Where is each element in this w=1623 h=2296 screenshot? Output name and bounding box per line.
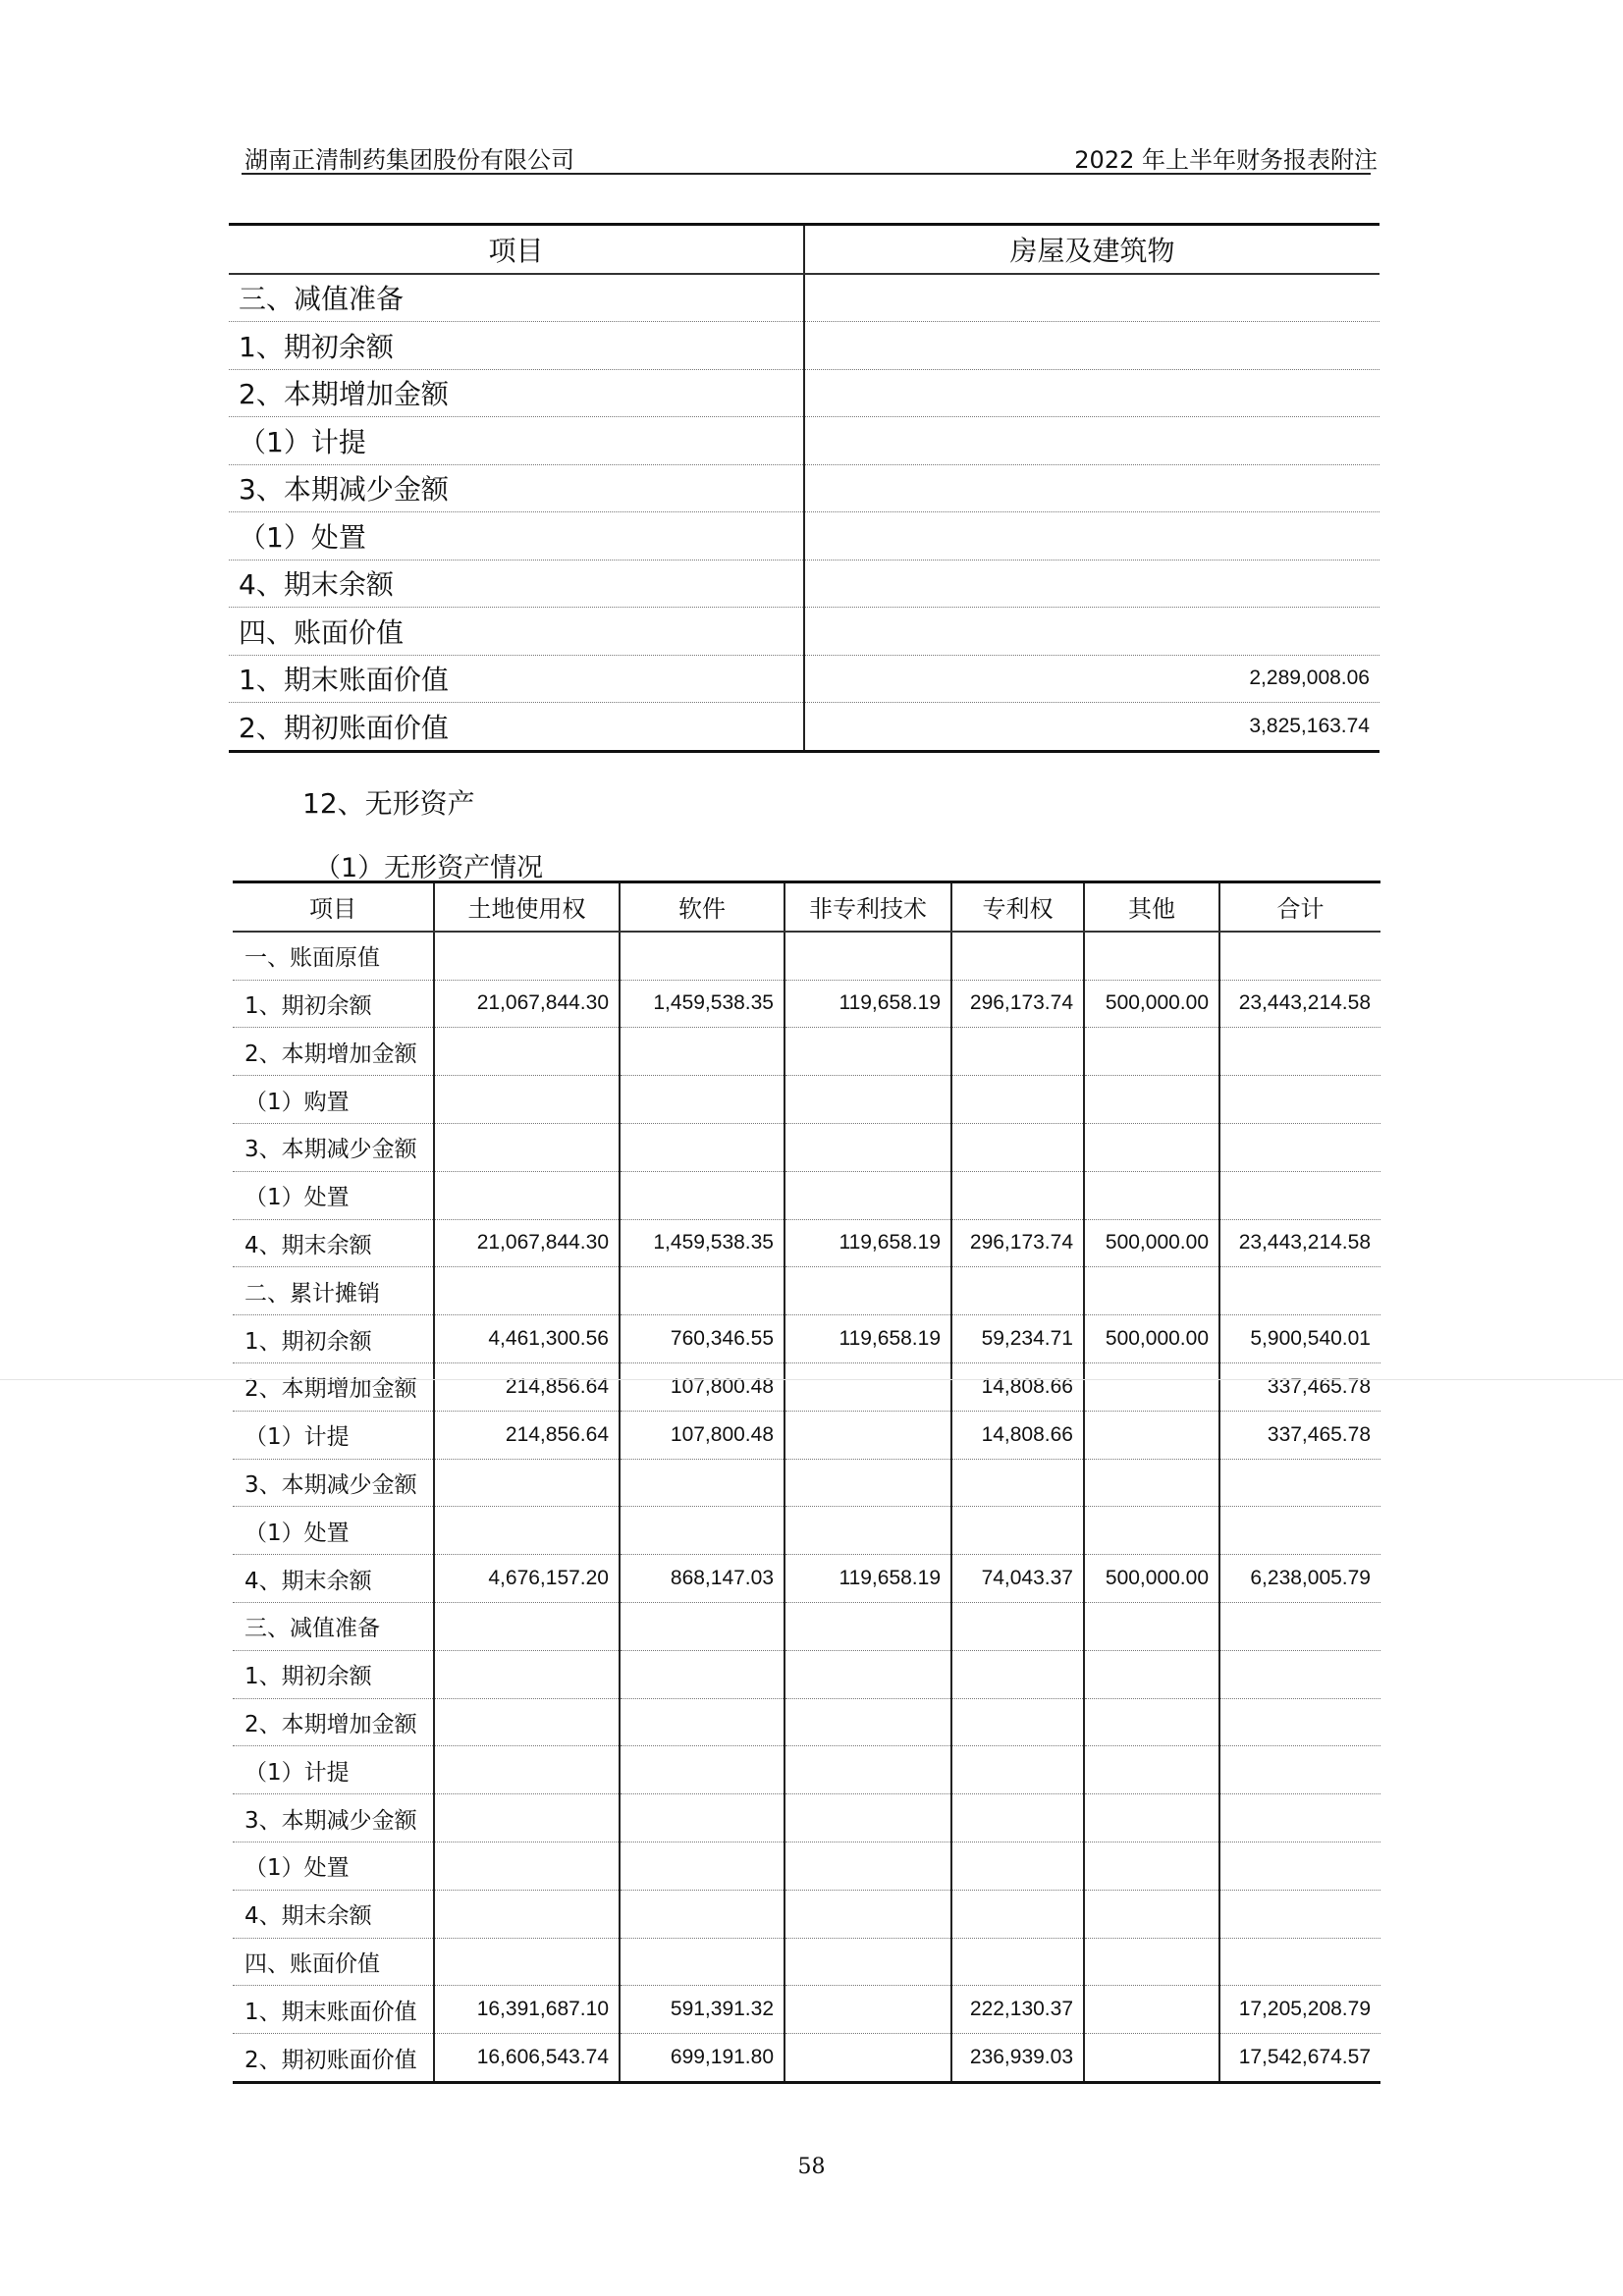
table-cell: [434, 1746, 620, 1794]
table-cell: [1084, 1362, 1219, 1411]
table-cell: [784, 1842, 951, 1890]
table-cell: [784, 1076, 951, 1124]
row-label: 三、减值准备: [229, 274, 804, 322]
table-cell: [620, 1076, 784, 1124]
table-cell: 14,808.66: [951, 1362, 1084, 1411]
table-cell: 296,173.74: [951, 980, 1084, 1028]
table-header-row: [233, 882, 1380, 932]
table-cell: 119,658.19: [784, 1315, 951, 1363]
scan-artifact-line: [0, 1379, 1623, 1380]
table-cell: 222,130.37: [951, 1986, 1084, 2034]
table-cell: [1219, 1076, 1380, 1124]
table-row: [233, 1938, 1380, 1986]
table-row: [229, 322, 1380, 370]
row-label: （1）处置: [229, 512, 804, 561]
table-cell: 14,808.66: [951, 1411, 1084, 1459]
column-header: 项目: [233, 882, 434, 932]
table-cell: [620, 1602, 784, 1650]
table-cell: [620, 1698, 784, 1746]
intangible-assets-table: [233, 881, 1380, 2084]
row-value: [804, 560, 1380, 608]
table-cell: 500,000.00: [1084, 1219, 1219, 1267]
table-cell: [784, 932, 951, 980]
row-label: 1、期初余额: [229, 322, 804, 370]
row-value: [804, 417, 1380, 465]
table-cell: [951, 1938, 1084, 1986]
row-label: 三、减值准备: [233, 1602, 434, 1650]
table-cell: 500,000.00: [1084, 980, 1219, 1028]
table-cell: 21,067,844.30: [434, 980, 620, 1028]
table-cell: [434, 1171, 620, 1219]
table-cell: [1219, 1746, 1380, 1794]
table-cell: [1219, 932, 1380, 980]
subsection-title: （1）无形资产情况: [314, 853, 544, 883]
table-cell: [620, 1171, 784, 1219]
table-cell: [784, 1890, 951, 1938]
table-cell: [951, 1698, 1084, 1746]
table-cell: 337,465.78: [1219, 1411, 1380, 1459]
column-header: 专利权: [951, 882, 1084, 932]
table-cell: [434, 1794, 620, 1842]
table-row: [229, 608, 1380, 656]
table-row: [233, 1507, 1380, 1555]
table-cell: 214,856.64: [434, 1411, 620, 1459]
table-cell: 1,459,538.35: [620, 980, 784, 1028]
row-label: 3、本期减少金额: [233, 1794, 434, 1842]
table-cell: 17,205,208.79: [1219, 1986, 1380, 2034]
table-row: [233, 1698, 1380, 1746]
table-row: [233, 1315, 1380, 1363]
table-cell: [784, 1698, 951, 1746]
table-cell: [784, 1938, 951, 1986]
row-label: 3、本期减少金额: [229, 464, 804, 512]
table-row: [233, 1411, 1380, 1459]
table-cell: [1084, 1698, 1219, 1746]
table-cell: 236,939.03: [951, 2034, 1084, 2083]
table-cell: [951, 1171, 1084, 1219]
row-label: 4、期末余额: [233, 1555, 434, 1603]
table-row: [233, 1219, 1380, 1267]
table-row: [233, 1650, 1380, 1698]
row-label: 4、期末余额: [233, 1890, 434, 1938]
table-cell: [784, 1411, 951, 1459]
row-label: （1）计提: [233, 1746, 434, 1794]
table-cell: [1084, 1650, 1219, 1698]
table-cell: [620, 932, 784, 980]
table-cell: 214,856.64: [434, 1362, 620, 1411]
table-cell: [1219, 1459, 1380, 1507]
column-header: 土地使用权: [434, 882, 620, 932]
table-cell: [951, 1076, 1084, 1124]
row-label: 4、期末余额: [229, 560, 804, 608]
table-cell: 296,173.74: [951, 1219, 1084, 1267]
table-row: [229, 655, 1380, 703]
page-number: 58: [797, 2155, 826, 2179]
table-cell: [434, 1698, 620, 1746]
table-cell: [434, 1842, 620, 1890]
row-label: 一、账面原值: [233, 932, 434, 980]
row-label: 1、期初余额: [233, 1315, 434, 1363]
section-title: 12、无形资产: [302, 787, 475, 820]
table-cell: 5,900,540.01: [1219, 1315, 1380, 1363]
table-cell: 500,000.00: [1084, 1555, 1219, 1603]
header-company: 湖南正清制药集团股份有限公司: [244, 146, 574, 174]
table-cell: [784, 1650, 951, 1698]
table-cell: [1219, 1602, 1380, 1650]
table-cell: 699,191.80: [620, 2034, 784, 2083]
table-cell: 119,658.19: [784, 1219, 951, 1267]
table-cell: [434, 1076, 620, 1124]
table-cell: [1219, 1698, 1380, 1746]
table-row: [229, 417, 1380, 465]
table-cell: [1084, 1123, 1219, 1171]
table-cell: 16,391,687.10: [434, 1986, 620, 2034]
table-row: [233, 1171, 1380, 1219]
table-cell: [1219, 1650, 1380, 1698]
table-cell: [620, 1028, 784, 1076]
row-label: 2、期初账面价值: [233, 2034, 434, 2083]
table-row: [233, 1459, 1380, 1507]
row-label: （1）计提: [229, 417, 804, 465]
table-row: [233, 1123, 1380, 1171]
row-label: （1）处置: [233, 1171, 434, 1219]
fixed-assets-table-body: [229, 225, 1380, 752]
table-cell: [951, 1507, 1084, 1555]
header-report-title: 2022 年上半年财务报表附注: [1074, 146, 1378, 174]
table-cell: [784, 1746, 951, 1794]
row-value: [804, 369, 1380, 417]
table-cell: 23,443,214.58: [1219, 1219, 1380, 1267]
table-cell: [951, 1602, 1084, 1650]
table-cell: [1219, 1507, 1380, 1555]
table-row: [229, 703, 1380, 752]
table-cell: [1084, 1076, 1219, 1124]
table-cell: [434, 1507, 620, 1555]
table-cell: [1084, 1028, 1219, 1076]
table-cell: [1219, 1842, 1380, 1890]
table-row: [229, 464, 1380, 512]
table-cell: [434, 1267, 620, 1315]
table-cell: 59,234.71: [951, 1315, 1084, 1363]
table-row: [233, 1028, 1380, 1076]
header-divider: [242, 173, 1371, 175]
row-label: 2、期初账面价值: [229, 703, 804, 752]
row-label: 4、期末余额: [233, 1219, 434, 1267]
column-header: 非专利技术: [784, 882, 951, 932]
table-row: [229, 560, 1380, 608]
row-value: [804, 608, 1380, 656]
row-value: 3,825,163.74: [804, 703, 1380, 752]
row-label: （1）计提: [233, 1411, 434, 1459]
table-cell: 107,800.48: [620, 1362, 784, 1411]
table-cell: [1084, 1938, 1219, 1986]
table-cell: [1084, 1842, 1219, 1890]
row-label: 2、本期增加金额: [233, 1698, 434, 1746]
table-cell: [951, 1842, 1084, 1890]
table-row: [233, 1746, 1380, 1794]
table-cell: [784, 1507, 951, 1555]
table-cell: 760,346.55: [620, 1315, 784, 1363]
column-header: 软件: [620, 882, 784, 932]
table-cell: 6,238,005.79: [1219, 1555, 1380, 1603]
table-cell: [784, 1123, 951, 1171]
table-cell: 500,000.00: [1084, 1315, 1219, 1363]
table-cell: [434, 1650, 620, 1698]
row-label: 2、本期增加金额: [233, 1028, 434, 1076]
row-label: 1、期末账面价值: [229, 655, 804, 703]
row-label: 1、期初余额: [233, 980, 434, 1028]
table-row: [229, 274, 1380, 322]
table-cell: 868,147.03: [620, 1555, 784, 1603]
table-cell: [951, 1890, 1084, 1938]
table-cell: [951, 1123, 1084, 1171]
table-row: [233, 1602, 1380, 1650]
table-cell: 74,043.37: [951, 1555, 1084, 1603]
table-cell: [951, 1746, 1084, 1794]
table-row: [233, 1794, 1380, 1842]
table-cell: 119,658.19: [784, 980, 951, 1028]
table-cell: [1084, 1171, 1219, 1219]
table-cell: [620, 1938, 784, 1986]
table-cell: [1084, 1459, 1219, 1507]
row-value: 2,289,008.06: [804, 655, 1380, 703]
table-cell: [1084, 1890, 1219, 1938]
table-cell: [434, 1602, 620, 1650]
table-cell: [951, 1267, 1084, 1315]
table-cell: [434, 1938, 620, 1986]
table-cell: 4,461,300.56: [434, 1315, 620, 1363]
intangible-assets-table-body: [233, 882, 1380, 2083]
table-row: [229, 369, 1380, 417]
table-cell: [784, 1362, 951, 1411]
table-row: [233, 1362, 1380, 1411]
table-cell: [434, 1459, 620, 1507]
row-label: 2、本期增加金额: [233, 1362, 434, 1411]
table-cell: 4,676,157.20: [434, 1555, 620, 1603]
column-header: 合计: [1219, 882, 1380, 932]
table-cell: [784, 1267, 951, 1315]
row-value: [804, 512, 1380, 561]
table-cell: [620, 1746, 784, 1794]
table-cell: 21,067,844.30: [434, 1219, 620, 1267]
table-row: [233, 980, 1380, 1028]
table-cell: 119,658.19: [784, 1555, 951, 1603]
table-row: [233, 1267, 1380, 1315]
table-cell: 107,800.48: [620, 1411, 784, 1459]
row-label: 四、账面价值: [229, 608, 804, 656]
table-header-row: [229, 225, 1380, 274]
row-label: 3、本期减少金额: [233, 1123, 434, 1171]
table-cell: 17,542,674.57: [1219, 2034, 1380, 2083]
table-cell: [434, 1123, 620, 1171]
table-cell: [951, 1650, 1084, 1698]
table-cell: [434, 1028, 620, 1076]
row-label: 2、本期增加金额: [229, 369, 804, 417]
table-row: [233, 1986, 1380, 2034]
row-label: （1）购置: [233, 1076, 434, 1124]
table-cell: [1084, 1794, 1219, 1842]
table-cell: [1084, 1602, 1219, 1650]
table-cell: 16,606,543.74: [434, 2034, 620, 2083]
row-value: [804, 274, 1380, 322]
table-cell: [434, 1890, 620, 1938]
table-cell: [434, 932, 620, 980]
table-cell: [620, 1842, 784, 1890]
table-cell: [1084, 1746, 1219, 1794]
row-label: （1）处置: [233, 1842, 434, 1890]
table-cell: [1219, 1028, 1380, 1076]
table-cell: [1219, 1890, 1380, 1938]
table-cell: [620, 1794, 784, 1842]
table-cell: [1084, 1267, 1219, 1315]
table-cell: [620, 1267, 784, 1315]
row-label: 3、本期减少金额: [233, 1459, 434, 1507]
table-cell: [1219, 1794, 1380, 1842]
table-cell: [784, 1171, 951, 1219]
row-label: 1、期初余额: [233, 1650, 434, 1698]
table-cell: [1084, 932, 1219, 980]
table-cell: [1084, 2034, 1219, 2083]
table-cell: [620, 1123, 784, 1171]
row-label: 四、账面价值: [233, 1938, 434, 1986]
table-row: [233, 2034, 1380, 2083]
table-cell: [784, 1459, 951, 1507]
table-cell: [1219, 1123, 1380, 1171]
table-cell: [620, 1890, 784, 1938]
table-cell: [951, 932, 1084, 980]
table-cell: 591,391.32: [620, 1986, 784, 2034]
table-row: [233, 1555, 1380, 1603]
table-cell: [620, 1650, 784, 1698]
row-label: 二、累计摊销: [233, 1267, 434, 1315]
table-row: [233, 1076, 1380, 1124]
row-value: [804, 322, 1380, 370]
table-cell: [1084, 1507, 1219, 1555]
table-row: [233, 1890, 1380, 1938]
table-cell: [784, 1986, 951, 2034]
table-cell: 1,459,538.35: [620, 1219, 784, 1267]
table-cell: [1219, 1171, 1380, 1219]
column-header: 房屋及建筑物: [804, 225, 1380, 274]
table-cell: [951, 1459, 1084, 1507]
table-cell: [620, 1459, 784, 1507]
table-cell: [1084, 1986, 1219, 2034]
table-cell: [1219, 1938, 1380, 1986]
table-cell: [620, 1507, 784, 1555]
row-label: 1、期末账面价值: [233, 1986, 434, 2034]
table-cell: [1219, 1267, 1380, 1315]
table-cell: 23,443,214.58: [1219, 980, 1380, 1028]
fixed-assets-table: [229, 223, 1380, 753]
column-header: 其他: [1084, 882, 1219, 932]
table-cell: [784, 2034, 951, 2083]
row-label: （1）处置: [233, 1507, 434, 1555]
table-cell: [784, 1794, 951, 1842]
table-cell: [784, 1028, 951, 1076]
table-row: [233, 1842, 1380, 1890]
table-row: [229, 512, 1380, 561]
table-cell: [951, 1794, 1084, 1842]
table-cell: 337,465.78: [1219, 1362, 1380, 1411]
table-cell: [784, 1602, 951, 1650]
table-cell: [1084, 1411, 1219, 1459]
column-header: 项目: [229, 225, 804, 274]
row-value: [804, 464, 1380, 512]
table-row: [233, 932, 1380, 980]
table-cell: [951, 1028, 1084, 1076]
